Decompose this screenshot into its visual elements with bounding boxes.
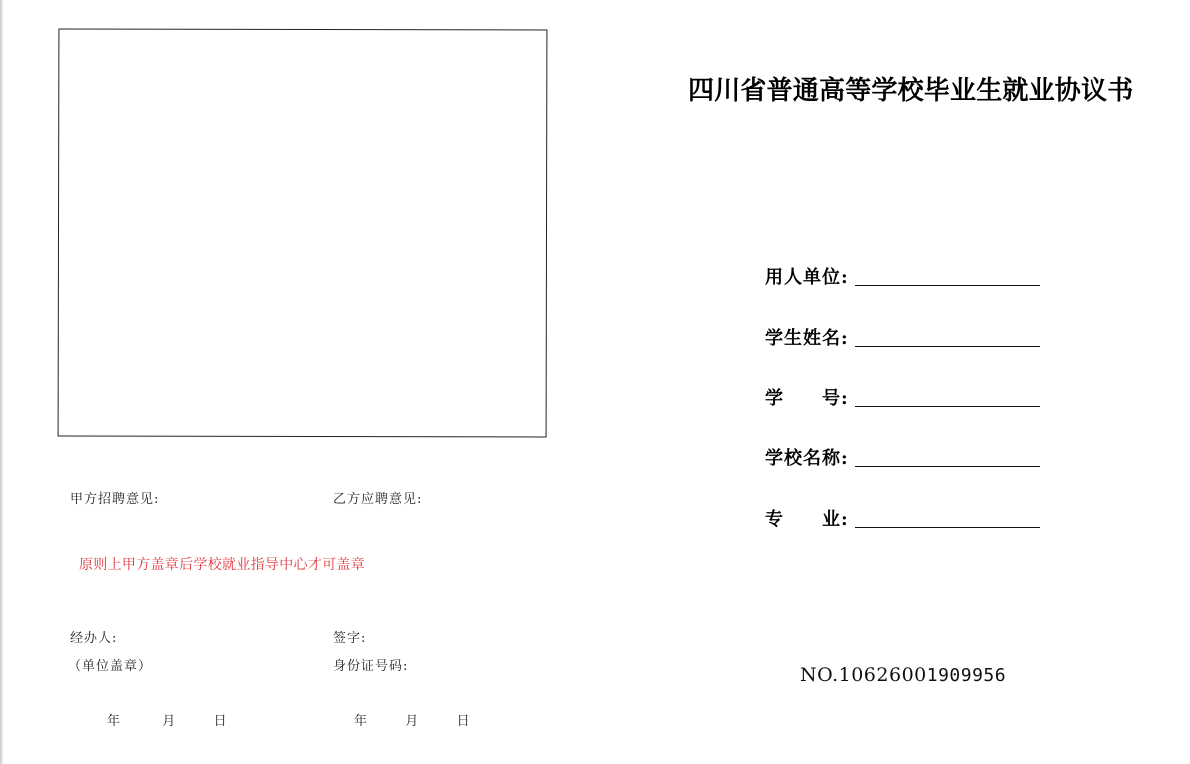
month-label: 月 [162,714,176,729]
date-party-b [354,710,470,729]
id-number-label: 身份证号码: [333,659,409,674]
year-label: 年 [354,714,368,729]
field-school-name [765,444,1065,474]
party-a-opinion-label: 甲方招聘意见: [70,492,160,507]
signature-label: 签字: [333,631,367,646]
fill-line [855,466,1040,467]
seal-notice: 原则上甲方盖章后学校就业指导中心才可盖章 [79,557,365,573]
field-label: 学校名称: [765,448,849,469]
field-employer [765,263,1065,293]
field-student-id [765,384,1065,414]
serial-suffix: 1909956 [926,665,1007,686]
photo-box [58,28,548,437]
fill-line [855,346,1040,347]
month-label: 月 [405,714,419,729]
page-edge [0,0,3,764]
day-label: 日 [456,714,470,729]
serial-prefix: NO.1062600 [800,664,927,686]
field-label: 学生姓名: [765,328,849,349]
field-major [765,505,1065,535]
year-label: 年 [107,714,121,729]
fill-line [855,527,1040,528]
field-student-name [765,324,1065,354]
field-label: 用人单位: [765,267,849,288]
fill-line [855,285,1040,286]
document-title: 四川省普通高等学校毕业生就业协议书 [688,76,1134,106]
fill-line [855,406,1040,407]
field-label: 专 业: [765,509,849,530]
serial-number [800,664,1006,686]
field-label: 学 号: [765,388,849,409]
day-label: 日 [213,714,227,729]
unit-seal-label: （单位盖章） [68,659,153,674]
party-b-opinion-label: 乙方应聘意见: [333,492,423,507]
date-party-a [107,710,227,729]
handler-label: 经办人: [70,631,118,646]
